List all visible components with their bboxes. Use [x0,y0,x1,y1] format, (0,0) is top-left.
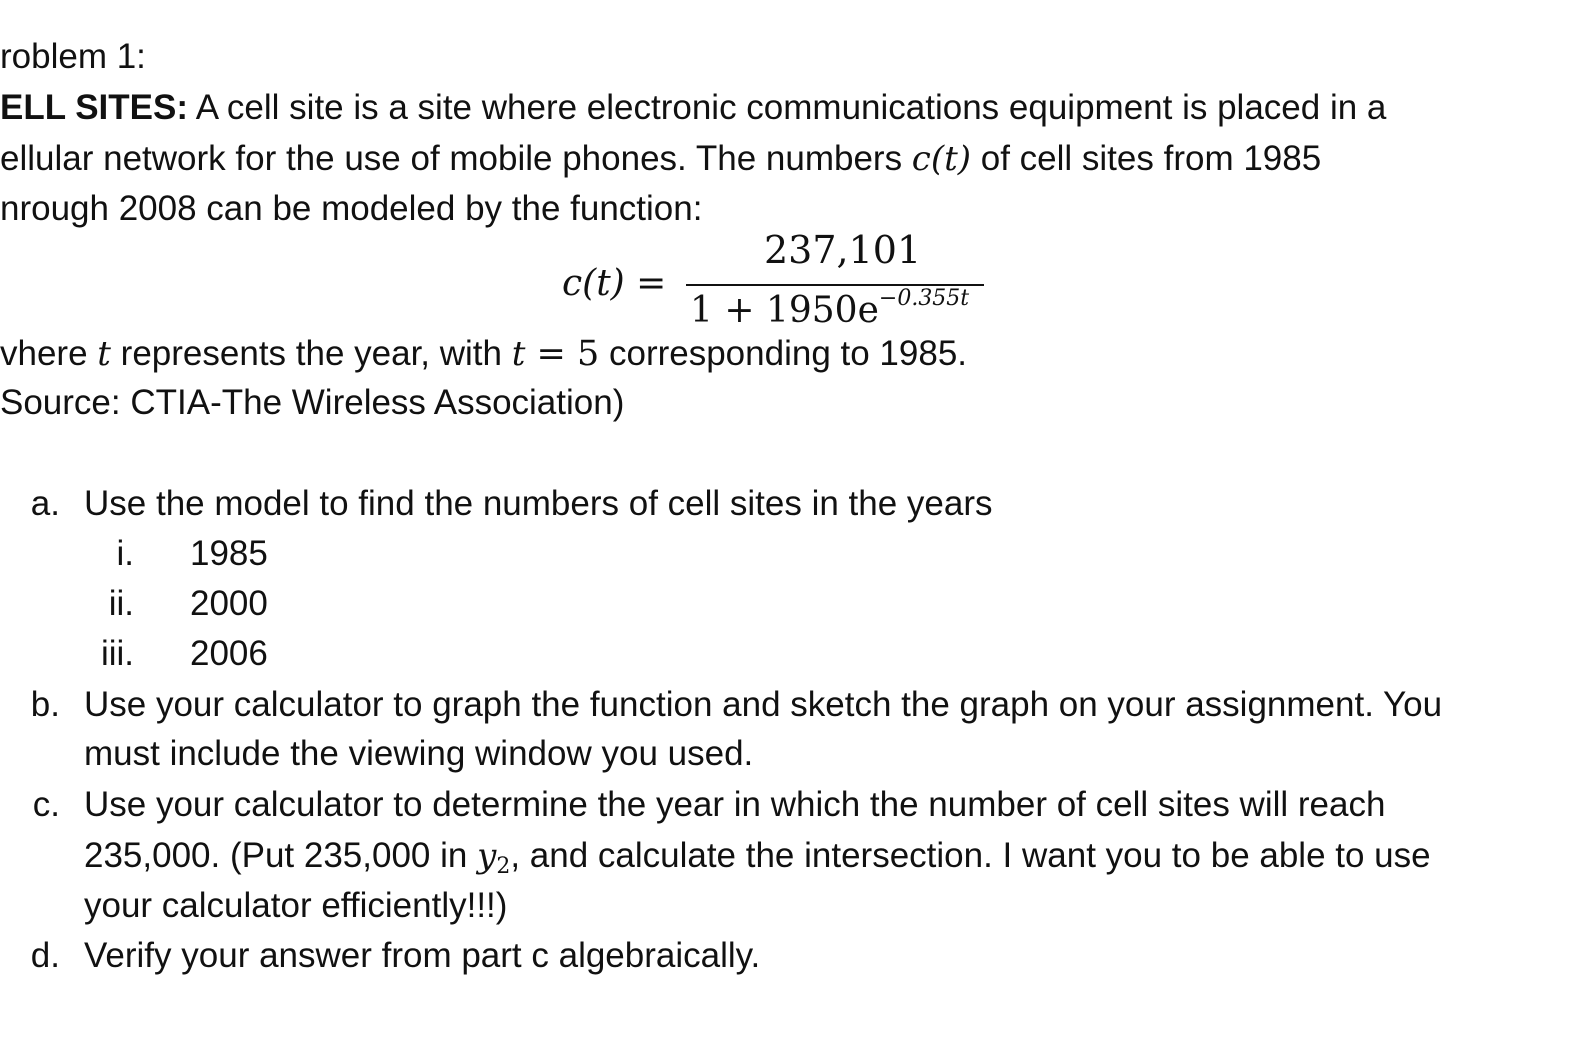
intro-line-2-text-b: of cell sites from 1985 [971,139,1322,178]
cell-sites-title: ELL SITES: [0,88,188,127]
intro-line-1 [0,86,1386,130]
part-b-marker: b. [30,685,60,724]
part-c-line-3: your calculator efficiently!!!) [84,886,508,925]
denominator-base: 1 + 1950e [690,290,879,331]
subitem-ii-marker: ii. [108,584,134,623]
part-c-marker: c. [32,785,60,824]
part-c-line-2-text-a: 235,000. (Put 235,000 in [84,836,478,875]
subitem-iii-marker: iii. [100,634,134,673]
part-c-line-2-text-b: , and calculate the intersection. I want you to be able to use [510,836,1431,875]
part-b-line-1: Use your calculator to graph the function and sketch the graph on your assignment. You [84,685,1443,724]
part-a-text: Use the model to find the numbers of cell sites in the years [84,484,993,523]
formula-lhs: c(t) = [562,263,667,304]
function-ct: c(t) [911,139,972,179]
intro-line-2-text-a: ellular network for the use of mobile phones. The numbers [0,139,912,178]
part-c-line-2 [84,834,1431,889]
where-text-b: represents the year, with [110,334,512,373]
subitem-iii-text: 2006 [190,634,268,673]
var-y: y [477,836,497,876]
part-b-line-2: must include the viewing window you used. [84,734,754,773]
subitem-i-marker: i. [116,534,134,573]
problem-heading: roblem 1: [0,37,146,76]
where-line [0,332,967,376]
part-c-line-1: Use your calculator to determine the year in which the number of cell sites will reach [84,785,1386,824]
intro-line-2 [0,137,1321,181]
part-d-text: Verify your answer from part c algebraically. [84,936,761,975]
var-t-2: t [511,334,526,374]
intro-line-3: nrough 2008 can be modeled by the function: [0,189,703,228]
part-a-marker: a. [30,484,60,523]
where-text-a: vhere [0,334,98,373]
where-text-d: corresponding to 1985. [599,334,968,373]
part-d-marker: d. [30,936,60,975]
formula-numerator: 237,101 [764,228,922,272]
formula-denominator [690,286,970,331]
subitem-ii-text: 2000 [190,584,268,623]
subitem-i-text: 1985 [190,534,268,573]
intro-line-1-text: A cell site is a site where electronic communications equipment is placed in a [188,88,1387,127]
var-t-1: t [97,334,111,374]
denominator-exponent: −0.355t [878,286,970,311]
where-equals-5: = 5 [525,334,600,374]
var-y-subscript: 2 [496,854,511,879]
source-line: Source: CTIA-The Wireless Association) [0,383,625,422]
